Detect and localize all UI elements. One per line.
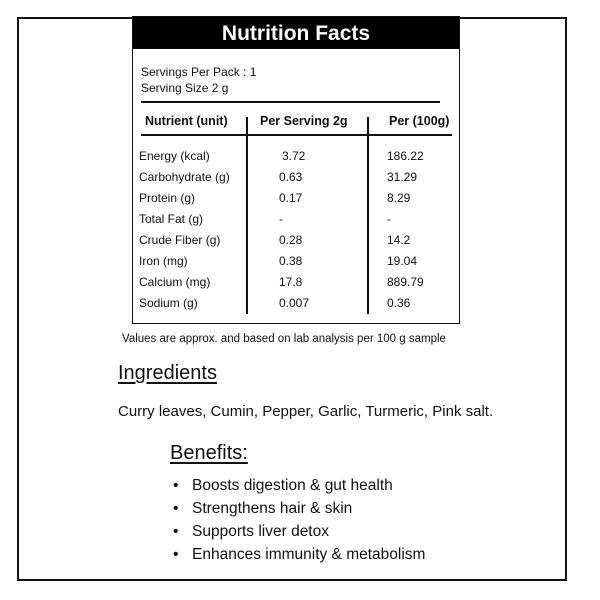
list-item [170,520,425,543]
bullet-icon: • [173,523,179,540]
servings-per-pack: Servings Per Pack : 1 [141,65,257,79]
nutrition-facts-panel [132,16,460,324]
column-header-nutrient: Nutrient (unit) [145,114,228,128]
benefit-text: Supports liver detox [192,523,329,540]
nutrient-name: Crude Fiber (g) [139,233,221,247]
nutrient-name: Carbohydrate (g) [139,170,230,184]
per-serving-value: 0.007 [279,296,310,310]
column-divider-1 [246,117,248,314]
nutrient-name: Energy (kcal) [139,149,210,163]
benefit-text: Strengthens hair & skin [192,500,353,517]
serving-size: Serving Size 2 g [141,81,229,95]
per-serving-value: 0.38 [279,254,303,268]
column-divider-2 [367,117,369,314]
per-100g-value: 186.22 [387,149,424,163]
nutrient-name: Calcium (mg) [139,275,211,289]
list-item [170,497,425,520]
per-100g-value: 14.2 [387,233,411,247]
list-item [170,543,425,566]
per-100g-value: 889.79 [387,275,424,289]
per-100g-value: 31.29 [387,170,418,184]
ingredients-heading: Ingredients [118,362,217,384]
per-serving-value: 17.8 [279,275,303,289]
per-100g-value: 0.36 [387,296,411,310]
benefits-list [170,474,425,566]
bullet-icon: • [173,477,179,494]
per-serving-value: 0.63 [279,170,303,184]
per-100g-value: 19.04 [387,254,418,268]
bullet-icon: • [173,500,179,517]
column-header-per-serving: Per Serving 2g [260,114,348,128]
lab-analysis-note: Values are approx. and based on lab analysis per 100 g sample [122,333,446,345]
per-100g-value: - [387,212,391,226]
ingredients-text: Curry leaves, Cumin, Pepper, Garlic, Turmeric, Pink salt. [118,403,494,420]
benefits-heading: Benefits: [170,442,248,464]
benefit-text: Boosts digestion & gut health [192,477,393,494]
per-serving-value: 3.72 [282,149,306,163]
column-header-per-100g: Per (100g) [389,114,450,128]
benefit-text: Enhances immunity & metabolism [192,546,426,563]
bullet-icon: • [173,546,179,563]
nutrient-name: Iron (mg) [139,254,188,268]
per-serving-value: 0.28 [279,233,303,247]
header-bottom-rule [141,134,452,136]
list-item [170,474,425,497]
per-100g-value: 8.29 [387,191,411,205]
per-serving-value: 0.17 [279,191,303,205]
header-top-rule [141,101,440,103]
nutrient-name: Sodium (g) [139,296,198,310]
nutrient-name: Protein (g) [139,191,196,205]
nutrient-name: Total Fat (g) [139,212,204,226]
per-serving-value: - [279,212,283,226]
nutrition-facts-title: Nutrition Facts [133,17,459,49]
